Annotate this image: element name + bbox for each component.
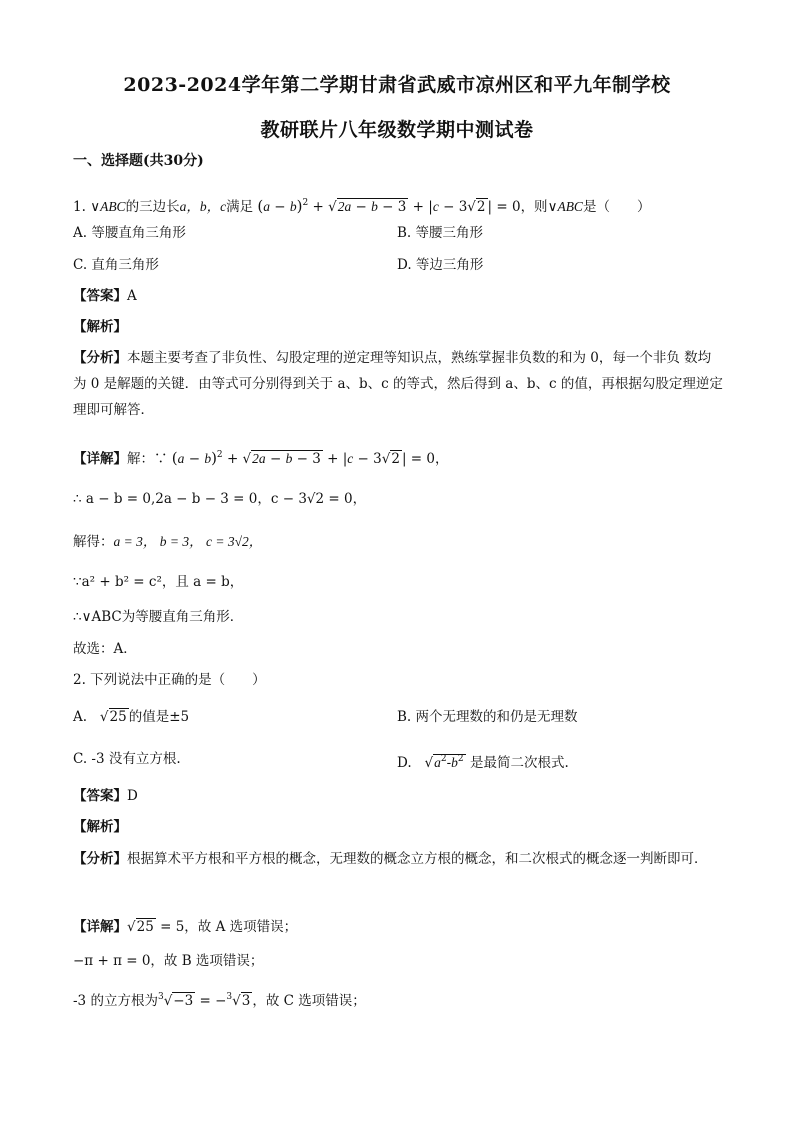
- detail-line-3: 解得：a = 3， b = 3， c = 3√2，: [73, 534, 263, 550]
- option-c: C. 直角三角形: [73, 257, 159, 273]
- equation: $(a - b)^2 + √2a - b - 3 + |c - 3√2$ | = 0，: [171, 449, 449, 467]
- option-d: D. 等边三角形: [397, 257, 484, 273]
- answer-line: [73, 287, 137, 305]
- answer-value: A: [127, 288, 137, 304]
- analysis-paragraph: 【分析】本题主要考查了非负性、勾股定理的逆定理等知识点，熟练掌握非负数的和为 0，每一个非负 数均为 0 是解题的关键．由等式可分别得到关于 a、b、c 的等式，然后得到 a、b、c 的值，再根据勾股定理逆定理即可解答．: [73, 350, 723, 418]
- q2-answer-line: 【答案】D: [73, 788, 138, 804]
- detail-line-1: 【详解】解：∵ $(a - b)^2 + √2a - b - 3 + |c - 3√2$ | = 0，: [73, 449, 449, 467]
- q2-option-b: B. 两个无理数的和仍是无理数: [397, 709, 578, 725]
- triangle-symbol: ∨ABC: [90, 199, 126, 214]
- section-heading: 一、选择题(共30分): [73, 153, 204, 169]
- detail-line-5: ∴∨ABC为等腰直角三角形．: [73, 609, 244, 625]
- q2-detail-line-3: -3 的立方根为$^3$√−3 = −$^3$√3 ，故 C 选项错误；: [73, 992, 366, 1009]
- q2-option-c: C. -3 没有立方根.: [73, 751, 181, 767]
- option-b: B. 等腰三角形: [397, 225, 484, 241]
- equation: $(a - b)^2 + √2a - b - 3 + |c - 3√2$ | = 0: [257, 197, 521, 215]
- q2-option-d: D. $√a^2-b^2$ 是最简二次根式.: [397, 754, 569, 771]
- answer-tag: 【答案】: [73, 288, 127, 304]
- title-line-1: 2023-2024学年第二学期甘肃省武威市凉州区和平九年制学校: [123, 74, 671, 96]
- option-a: A. 等腰直角三角形: [73, 225, 186, 241]
- q2-option-a: A. √25 的值是±5: [73, 709, 190, 725]
- q2-detail-line-2: −π + π = 0，故 B 选项错误；: [73, 953, 264, 969]
- detail-line-6: 故选：A．: [73, 641, 137, 657]
- question-1-stem: 1. ∨ABC的三边长a，b，c满足 $(a - b)^2 + √2a - b - 3 + |c - 3√2$ | = 0，则∨ABC是（ ）: [73, 197, 651, 215]
- detail-line-2: ∴ a − b = 0,2a − b − 3 = 0，c − 3√2 = 0，: [73, 491, 367, 507]
- q2-detail-line-1: 【详解】√25 = 5，故 A 选项错误；: [73, 919, 298, 935]
- question-2-stem: 2. 下列说法中正确的是（ ）: [73, 672, 266, 688]
- q2-analysis-paragraph: 【分析】根据算术平方根和平方根的概念，无理数的概念立方根的概念，和二次根式的概念逐一判断即可．: [73, 851, 708, 867]
- detail-line-4: ∵a² + b² = c²，且 a = b，: [73, 574, 244, 590]
- title-line-2: 教研联片八年级数学期中测试卷: [260, 119, 534, 141]
- q2-analysis-tag: 【解析】: [73, 819, 127, 835]
- question-number: 1.: [73, 199, 86, 215]
- analysis-tag: 【解析】: [73, 319, 127, 335]
